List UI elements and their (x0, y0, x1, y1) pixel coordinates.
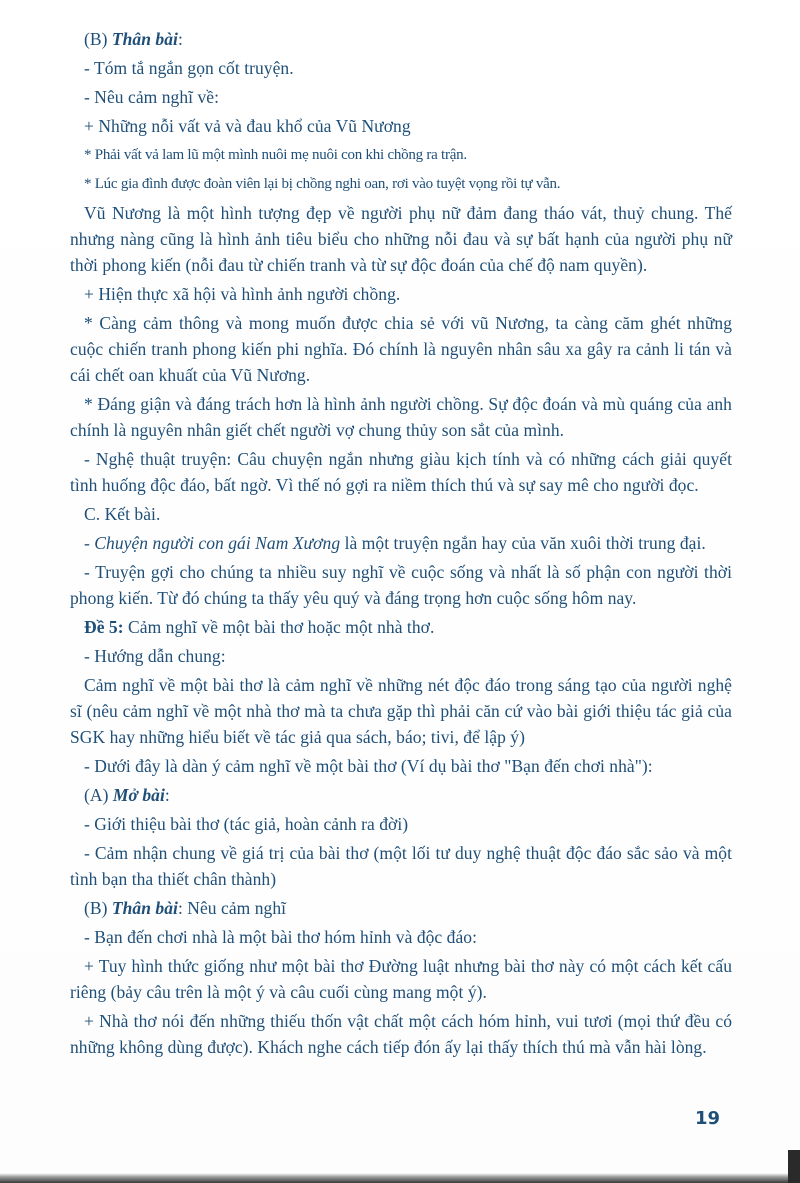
heading-title: Mở bài (112, 785, 165, 805)
section-heading-than-bai (70, 26, 732, 52)
story-rest: là một truyện ngắn hay của văn xuôi thời trung đại. (340, 533, 706, 553)
page-corner-shadow (788, 1150, 800, 1183)
heading-title: Thân bài (111, 898, 178, 918)
line-gioi-thieu: - Giới thiệu bài thơ (tác giả, hoàn cảnh ra đời) (84, 814, 409, 834)
line-noi-vat-va: + Những nỗi vất vả và đau khổ của Vũ Nương (84, 116, 411, 136)
line-huong-dan: - Hướng dẫn chung: (84, 646, 226, 666)
story-title: - Chuyện người con gái Nam Xương (84, 533, 341, 553)
line-dan-y: - Dưới đây là dàn ý cảm nghĩ về một bài thơ (Ví dụ bài thơ "Bạn đến chơi nhà"): (84, 756, 653, 776)
page-text (70, 26, 732, 1063)
paragraph-nghe-thuat: - Nghệ thuật truyện: Câu chuyện ngắn nhưng giàu kịch tính và có những cách giải quyết tình huống độc đáo, bất ngờ. Vì thế nó gợi ra niềm thích thú và sự say mê cho người đọc. (70, 449, 732, 495)
line-phai-vat-va: * Phải vất vả lam lũ một mình nuôi mẹ nuôi con khi chồng ra trận. (84, 147, 467, 163)
exercise-heading (70, 614, 732, 640)
line-ban-den-choi: - Bạn đến chơi nhà là một bài thơ hóm hỉnh và độc đáo: (84, 927, 477, 947)
paragraph-chuyen-nguoi (70, 530, 732, 556)
heading-colon: : (177, 29, 183, 49)
paragraph-vu-nuong: Vũ Nương là một hình tượng đẹp về người phụ nữ đảm đang tháo vát, thuỷ chung. Thế nhưng nàng cũng là hình ảnh tiêu biểu cho những nỗi đau và sự bất hạnh của người phụ nữ thời phong kiến (nỗi đau từ chiến tranh và từ sự độc đoán của chế độ nam quyền). (70, 203, 732, 275)
exercise-title: Cảm nghĩ về một bài thơ hoặc một nhà thơ. (123, 617, 435, 637)
paragraph-cam-thong: * Càng cảm thông và mong muốn được chia sẻ với vũ Nương, ta càng căm ghét những cuộc chiến tranh phong kiến phi nghĩa. Đó chính là nguyên nhân sâu xa gây ra cảnh li tán và cái chết oan khuất của Vũ Nương. (70, 313, 732, 385)
paragraph-nha-tho: + Nhà thơ nói đến những thiếu thốn vật chất một cách hóm hỉnh, vui tươi (mọi thứ đều có những không dùng được). Khách nghe cách tiếp đón ấy lại thấy thích thú mà vẫn hài lòng. (70, 1011, 732, 1057)
heading-rest: : Nêu cảm nghĩ (177, 898, 287, 918)
paragraph-tuy-hinh-thuc: + Tuy hình thức giống như một bài thơ Đường luật nhưng bài thơ này có một cách kết cấu riêng (bảy câu trên là một ý và câu cuối cùng mang một ý). (70, 956, 732, 1002)
section-heading-than-bai-2 (70, 895, 732, 921)
paragraph-dang-gian: * Đáng giận và đáng trách hơn là hình ảnh người chồng. Sự độc đoán và mù quáng của anh chính là nguyên nhân giết chết người vợ chung thủy son sắt của mình. (70, 394, 732, 440)
line-luc-gia-dinh: * Lúc gia đình được đoàn viên lại bị chồng nghi oan, rơi vào tuyệt vọng rồi tự vẫn. (84, 176, 561, 192)
page-number: 19 (694, 1108, 720, 1129)
line-tom-tat: - Tóm tắ ngắn gọn cốt truyện. (84, 58, 294, 78)
section-heading-ket-bai: C. Kết bài. (84, 504, 161, 524)
heading-colon: : (164, 785, 170, 805)
heading-label: (B) (84, 29, 112, 49)
paragraph-cam-nhan: - Cảm nhận chung về giá trị của bài thơ (một lối tư duy nghệ thuật độc đáo sắc sảo và một tình bạn tha thiết chân thành) (70, 843, 732, 889)
paragraph-truyen-goi: - Truyện gợi cho chúng ta nhiều suy nghĩ về cuộc sống và nhất là số phận con người thời phong kiến. Từ đó chúng ta thấy yêu quý và đáng trọng hơn cuộc sống hôm nay. (70, 562, 732, 608)
line-neu-cam-nghi: - Nêu cảm nghĩ về: (84, 87, 220, 107)
heading-label: (B) (84, 898, 112, 918)
line-hien-thuc: + Hiện thực xã hội và hình ảnh người chồng. (84, 284, 401, 304)
paragraph-cam-nghi: Cảm nghĩ về một bài thơ là cảm nghĩ về những nét độc đáo trong sáng tạo của người nghệ sĩ (nêu cảm nghĩ về một nhà thơ mà ta chưa gặp thì phải căn cứ vào bài giới thiệu tác giả của SGK hay những hiểu biết về tác giả qua sách, báo; tivi, để lập ý) (70, 675, 732, 747)
heading-label: (A) (84, 785, 113, 805)
page-bottom-edge (0, 1173, 800, 1183)
heading-title: Thân bài (111, 29, 178, 49)
section-heading-mo-bai (70, 782, 732, 808)
exercise-label: Đề 5: (84, 617, 124, 637)
